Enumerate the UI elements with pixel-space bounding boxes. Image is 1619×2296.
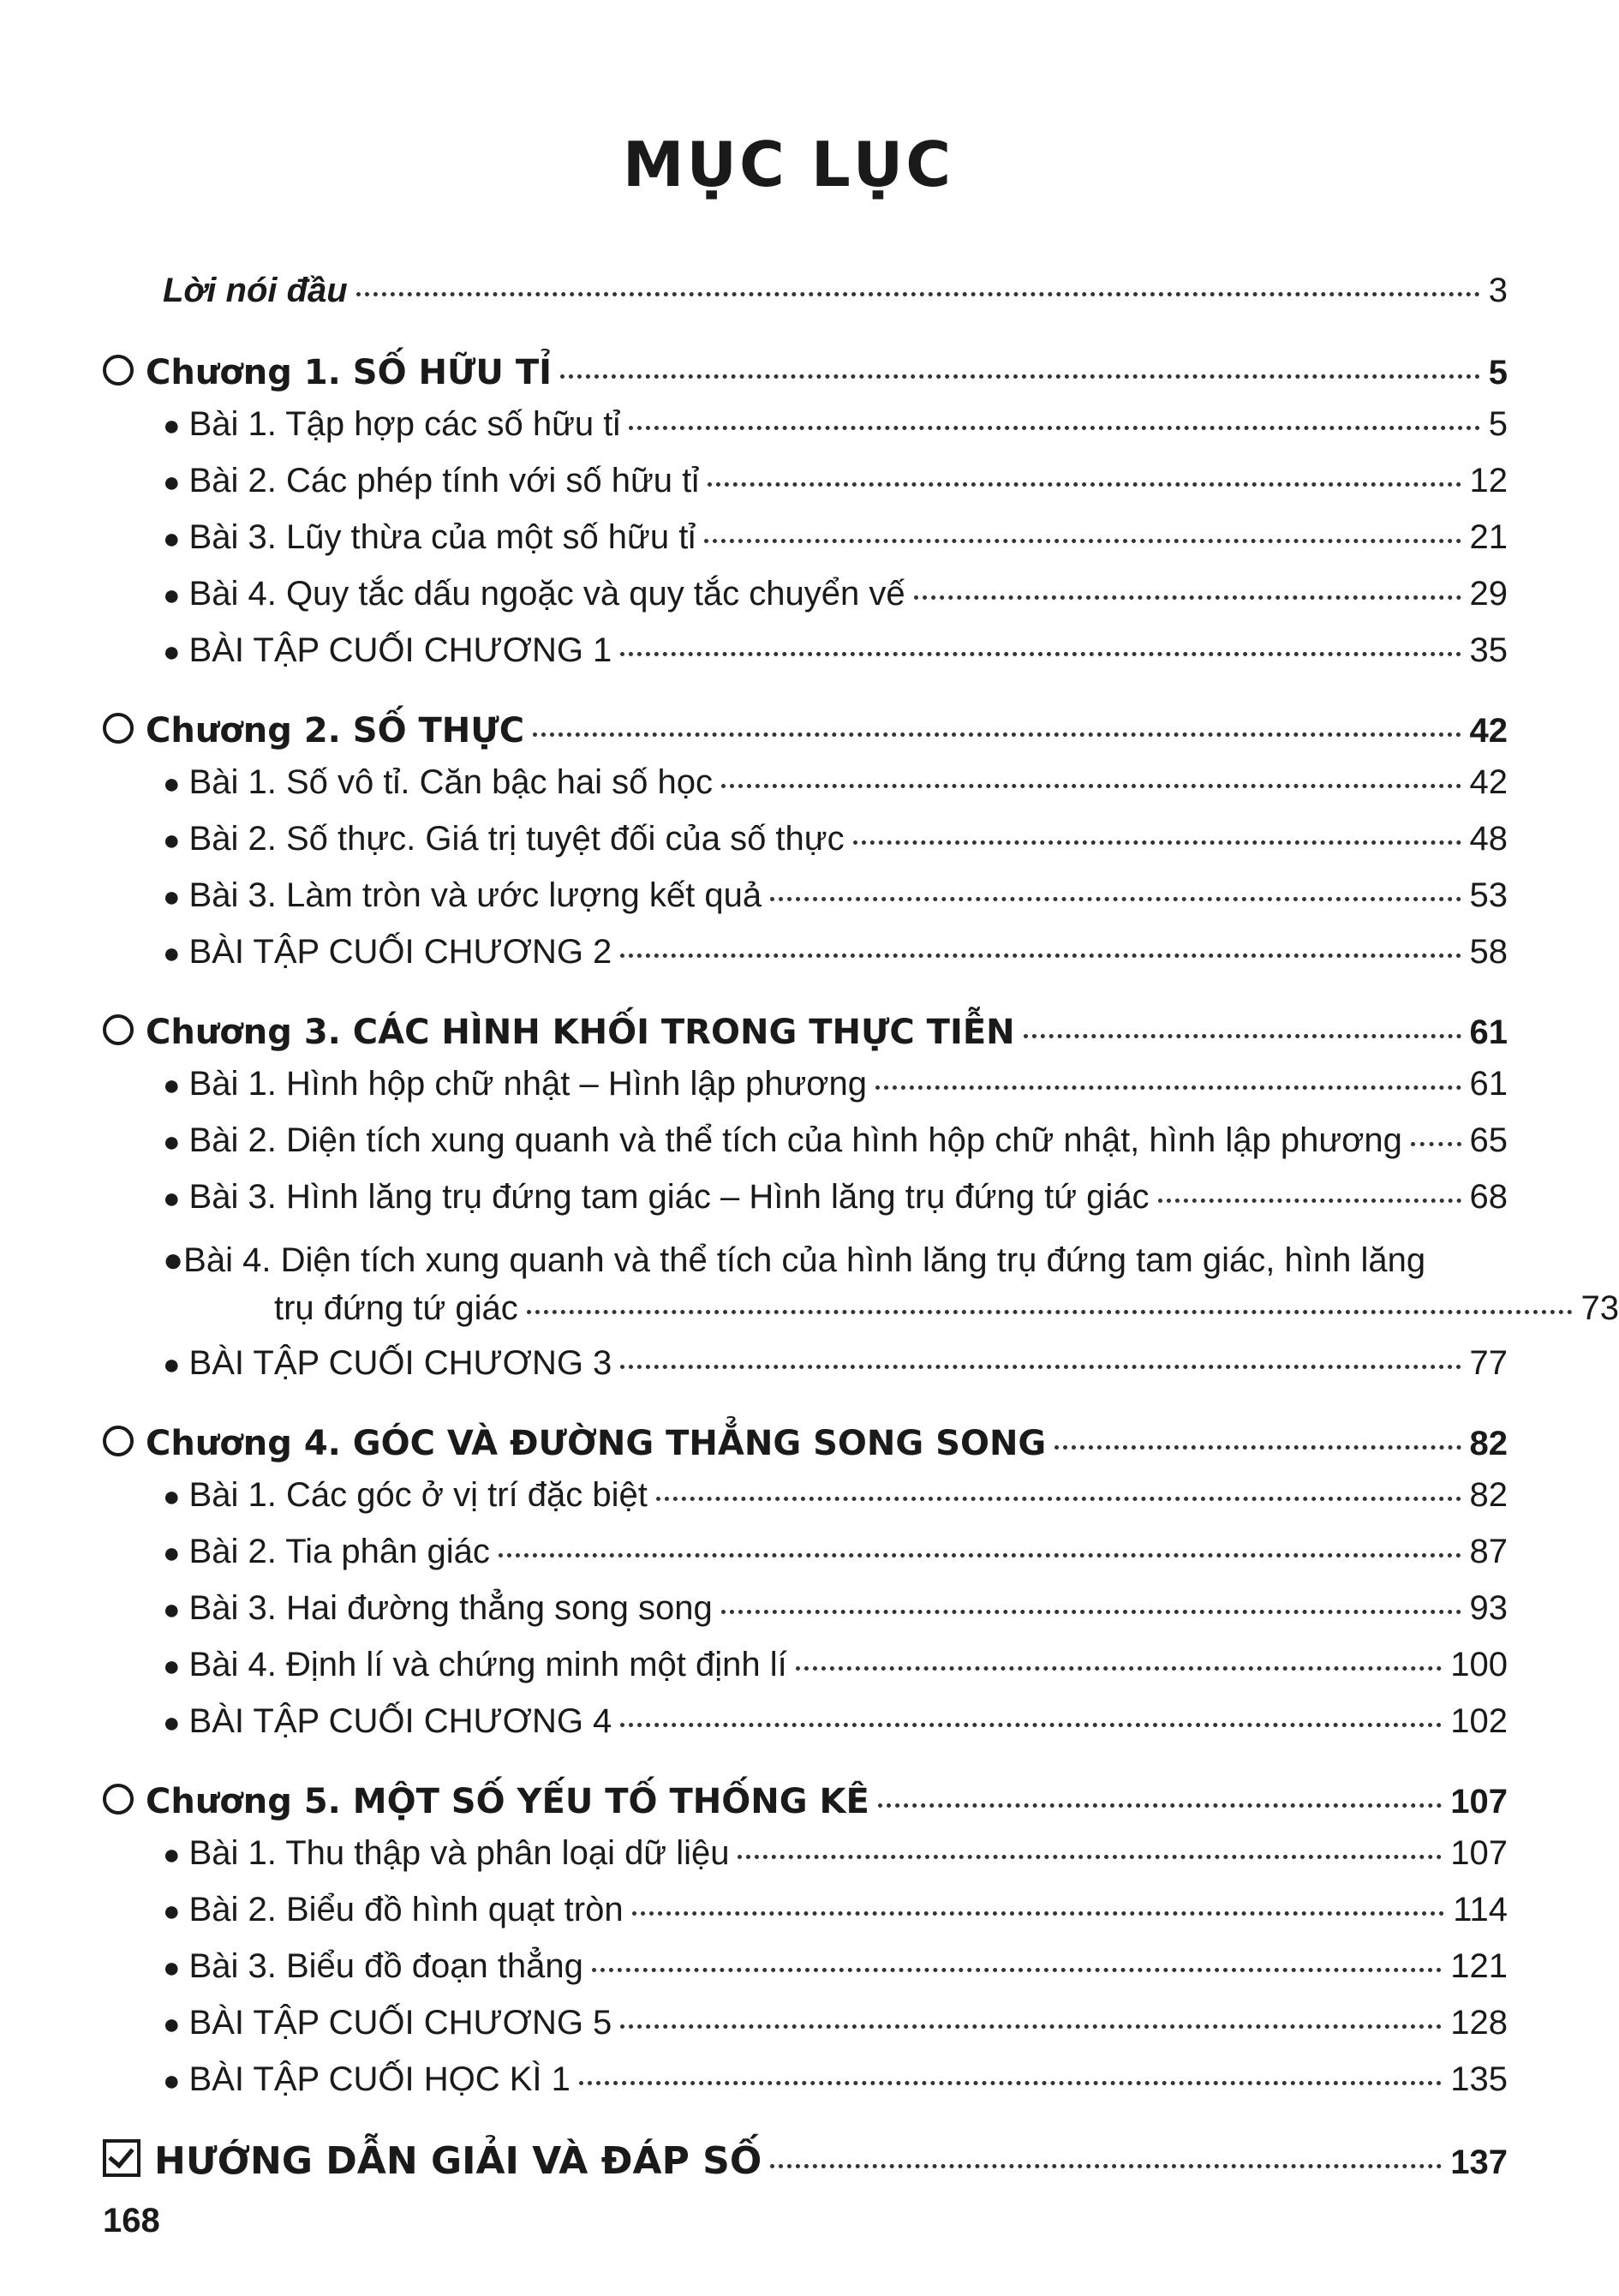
checkbox-icon	[103, 2139, 140, 2177]
dot-leader	[1411, 1142, 1461, 1146]
lesson-page: 58	[1469, 933, 1508, 971]
lesson-page: 5	[1488, 405, 1508, 443]
lesson-page: 61	[1469, 1065, 1508, 1103]
lesson-page: 82	[1469, 1476, 1508, 1514]
toc-entry-page: 137	[1450, 2144, 1508, 2181]
lesson-label: Bài 2. Số thực. Giá trị tuyệt đối của số thực	[188, 820, 845, 858]
dot-leader	[632, 1911, 1445, 1916]
toc-lesson[interactable]	[103, 818, 1508, 875]
lesson-label: Bài 2. Các phép tính với số hữu tỉ	[188, 462, 700, 499]
lesson-page: 65	[1469, 1121, 1508, 1159]
lesson-page: 121	[1450, 1947, 1508, 1985]
chapter-label: Chương 5. MỘT SỐ YẾU TỐ THỐNG KÊ	[146, 1782, 869, 1821]
bullet-icon: ●	[163, 1650, 181, 1683]
lesson-page: 53	[1469, 876, 1508, 914]
lesson-page: 114	[1453, 1891, 1508, 1928]
dot-leader	[708, 482, 1461, 487]
dot-leader	[620, 1365, 1461, 1369]
bullet-icon: ●	[163, 1895, 181, 1928]
lesson-label: BÀI TẬP CUỐI CHƯƠNG 2	[188, 933, 612, 971]
toc-lesson[interactable]	[103, 931, 1508, 988]
bullet-icon: ●	[163, 466, 181, 499]
toc-lesson[interactable]	[103, 2002, 1508, 2059]
bullet-icon: ●	[163, 579, 181, 612]
lesson-page: 12	[1469, 462, 1508, 499]
bullet-icon: ●	[163, 523, 181, 555]
lesson-label-continued: trụ đứng tứ giác	[274, 1289, 518, 1327]
bullet-icon: ●	[163, 1126, 181, 1158]
lesson-label: Bài 2. Tia phân giác	[188, 1533, 490, 1570]
lesson-page: 29	[1469, 575, 1508, 613]
table-of-contents	[103, 270, 1619, 2197]
dot-leader	[592, 1968, 1442, 1972]
bullet-icon: ●	[163, 1839, 181, 1871]
toc-lesson[interactable]	[103, 1833, 1508, 1889]
lesson-label: Bài 3. Làm tròn và ước lượng kết quả	[188, 876, 762, 914]
lesson-page: 93	[1469, 1589, 1508, 1627]
bullet-icon: ●	[163, 1480, 181, 1513]
dot-leader	[738, 1855, 1442, 1859]
bullet-icon: ●	[163, 2065, 181, 2097]
circle-icon	[103, 355, 134, 386]
chapter-label: Chương 1. SỐ HỮU TỈ	[146, 353, 552, 392]
dot-leader	[527, 1310, 1573, 1314]
lesson-label: Bài 1. Tập hợp các số hữu tỉ	[188, 405, 621, 443]
lesson-page: 68	[1469, 1178, 1508, 1216]
toc-entry-label: HƯỚNG DẪN GIẢI VÀ ĐÁP SỐ	[154, 2139, 762, 2183]
lesson-label: Bài 1. Các góc ở vị trí đặc biệt	[188, 1476, 648, 1514]
toc-entry-answers[interactable]	[103, 2136, 1508, 2197]
toc-lesson[interactable]	[103, 1701, 1508, 1757]
bullet-icon: ●	[163, 881, 181, 913]
lesson-page: 73	[1580, 1289, 1619, 1327]
dot-leader	[620, 652, 1461, 656]
bullet-icon: ●	[163, 937, 181, 970]
dot-leader	[704, 539, 1461, 543]
lesson-label: Bài 4. Diện tích xung quanh và thể tích của hình lăng trụ đứng tam giác, hình lăng	[183, 1241, 1426, 1279]
dot-leader	[1158, 1199, 1461, 1203]
chapter-label: Chương 3. CÁC HÌNH KHỐI TRONG THỰC TIỄN	[146, 1013, 1015, 1052]
dot-leader	[629, 426, 1480, 430]
toc-lesson[interactable]	[103, 1889, 1508, 1946]
dot-leader	[770, 897, 1461, 901]
dot-leader	[533, 732, 1461, 737]
bullet-icon: ●	[163, 410, 181, 442]
chapter-label: Chương 2. SỐ THỰC	[146, 711, 525, 750]
lesson-page: 35	[1469, 631, 1508, 669]
lesson-page: 135	[1450, 2060, 1508, 2098]
dot-leader	[356, 292, 1480, 296]
circle-icon	[103, 1014, 134, 1045]
toc-lesson[interactable]	[103, 630, 1508, 686]
lesson-label: Bài 3. Hai đường thẳng song song	[188, 1589, 713, 1627]
lesson-label: Bài 2. Diện tích xung quanh và thể tích của hình hộp chữ nhật, hình lập phương	[188, 1121, 1402, 1159]
lesson-label: Bài 2. Biểu đồ hình quạt tròn	[188, 1891, 624, 1928]
chapter-list	[103, 352, 1619, 2115]
bullet-icon: ●	[163, 1069, 181, 1102]
toc-lesson[interactable]	[103, 1474, 1508, 1531]
chapter-page: 82	[1469, 1425, 1508, 1462]
lesson-page: 77	[1469, 1344, 1508, 1382]
toc-lesson[interactable]	[103, 1342, 1508, 1399]
dot-leader	[721, 784, 1461, 788]
toc-lesson[interactable]	[103, 517, 1508, 573]
toc-chapter-1[interactable]	[103, 352, 1508, 404]
toc-lesson[interactable]	[103, 573, 1508, 630]
chapter-page: 5	[1488, 354, 1508, 392]
lesson-label: Bài 1. Thu thập và phân loại dữ liệu	[188, 1834, 730, 1872]
toc-lesson[interactable]	[103, 1644, 1508, 1701]
lesson-page: 48	[1469, 820, 1508, 858]
toc-lesson[interactable]	[103, 875, 1508, 931]
toc-chapter-3[interactable]	[103, 1012, 1508, 1063]
page-title: MỤC LỤC	[622, 129, 954, 200]
toc-lesson[interactable]	[103, 1946, 1508, 2002]
lesson-label: BÀI TẬP CUỐI CHƯƠNG 4	[188, 1702, 612, 1740]
bullet-icon: ●	[163, 1182, 181, 1215]
toc-entry-label: Lời nói đầu	[163, 272, 348, 309]
dot-leader	[875, 1085, 1461, 1090]
bullet-icon: ●	[163, 824, 181, 857]
toc-lesson[interactable]	[103, 1233, 1619, 1342]
toc-chapter-2[interactable]	[103, 710, 1508, 762]
dot-leader	[853, 840, 1461, 845]
bullet-icon: ●	[163, 2008, 181, 2041]
bullet-icon: ●	[163, 636, 181, 668]
lesson-label: BÀI TẬP CUỐI CHƯƠNG 3	[188, 1344, 612, 1382]
lesson-page: 42	[1469, 763, 1508, 801]
dot-leader	[620, 954, 1461, 958]
lesson-label: Bài 1. Số vô tỉ. Căn bậc hai số học	[188, 763, 714, 801]
lesson-label: BÀI TẬP CUỐI CHƯƠNG 1	[188, 631, 612, 669]
toc-lesson[interactable]	[103, 762, 1508, 818]
lesson-page: 107	[1450, 1834, 1508, 1872]
circle-icon	[103, 713, 134, 744]
toc-lesson[interactable]	[103, 1063, 1508, 1120]
toc-lesson[interactable]	[103, 404, 1508, 460]
toc-lesson[interactable]	[103, 1176, 1508, 1233]
dot-leader	[620, 1723, 1442, 1727]
toc-lesson[interactable]	[103, 460, 1508, 517]
page-number: 168	[103, 2202, 160, 2239]
chapter-page: 107	[1450, 1783, 1508, 1821]
lesson-label: Bài 1. Hình hộp chữ nhật – Hình lập phương	[188, 1065, 867, 1103]
toc-lesson[interactable]	[103, 2059, 1508, 2115]
bullet-icon: ●	[163, 1952, 181, 1984]
lesson-label: Bài 3. Hình lăng trụ đứng tam giác – Hình lăng trụ đứng tứ giác	[188, 1178, 1150, 1216]
toc-chapter-5[interactable]	[103, 1781, 1508, 1833]
dot-leader	[914, 595, 1461, 600]
circle-icon	[103, 1784, 134, 1815]
dot-leader	[499, 1553, 1461, 1558]
lesson-page: 102	[1450, 1702, 1508, 1740]
lesson-page: 21	[1469, 518, 1508, 556]
dot-leader	[878, 1803, 1442, 1808]
chapter-page: 42	[1469, 712, 1508, 750]
circle-icon	[103, 1426, 134, 1456]
dot-leader	[620, 2024, 1442, 2029]
toc-entry-intro[interactable]	[103, 270, 1508, 328]
dot-leader	[560, 374, 1480, 379]
lesson-label: BÀI TẬP CUỐI CHƯƠNG 5	[188, 2004, 612, 2042]
lesson-page: 128	[1450, 2004, 1508, 2042]
toc-lesson[interactable]	[103, 1531, 1508, 1587]
bullet-icon: ●	[163, 1593, 181, 1626]
toc-lesson[interactable]	[103, 1120, 1508, 1176]
lesson-label: Bài 4. Định lí và chứng minh một định lí	[188, 1646, 787, 1683]
lesson-label: Bài 3. Lũy thừa của một số hữu tỉ	[188, 518, 696, 556]
dot-leader	[770, 2164, 1442, 2168]
toc-entry-page: 3	[1488, 272, 1508, 309]
dot-leader	[656, 1497, 1461, 1501]
lesson-page: 87	[1469, 1533, 1508, 1570]
dot-leader	[1054, 1445, 1461, 1450]
lesson-label: Bài 4. Quy tắc dấu ngoặc và quy tắc chuyển vế	[188, 575, 905, 613]
chapter-label: Chương 4. GÓC VÀ ĐƯỜNG THẲNG SONG SONG	[146, 1424, 1047, 1463]
lesson-label: Bài 3. Biểu đồ đoạn thẳng	[188, 1947, 583, 1985]
bullet-icon: ●	[163, 768, 181, 800]
dot-leader	[796, 1666, 1442, 1671]
bullet-icon: ●	[163, 1707, 181, 1739]
toc-chapter-4[interactable]	[103, 1423, 1508, 1474]
bullet-icon: ●	[163, 1241, 184, 1279]
lesson-page: 100	[1450, 1646, 1508, 1683]
chapter-page: 61	[1469, 1013, 1508, 1051]
bullet-icon: ●	[163, 1348, 181, 1381]
dot-leader	[579, 2081, 1442, 2085]
lesson-label: BÀI TẬP CUỐI HỌC KÌ 1	[188, 2060, 571, 2098]
dot-leader	[1024, 1034, 1461, 1038]
bullet-icon: ●	[163, 1537, 181, 1570]
toc-lesson[interactable]	[103, 1587, 1508, 1644]
dot-leader	[721, 1610, 1461, 1614]
